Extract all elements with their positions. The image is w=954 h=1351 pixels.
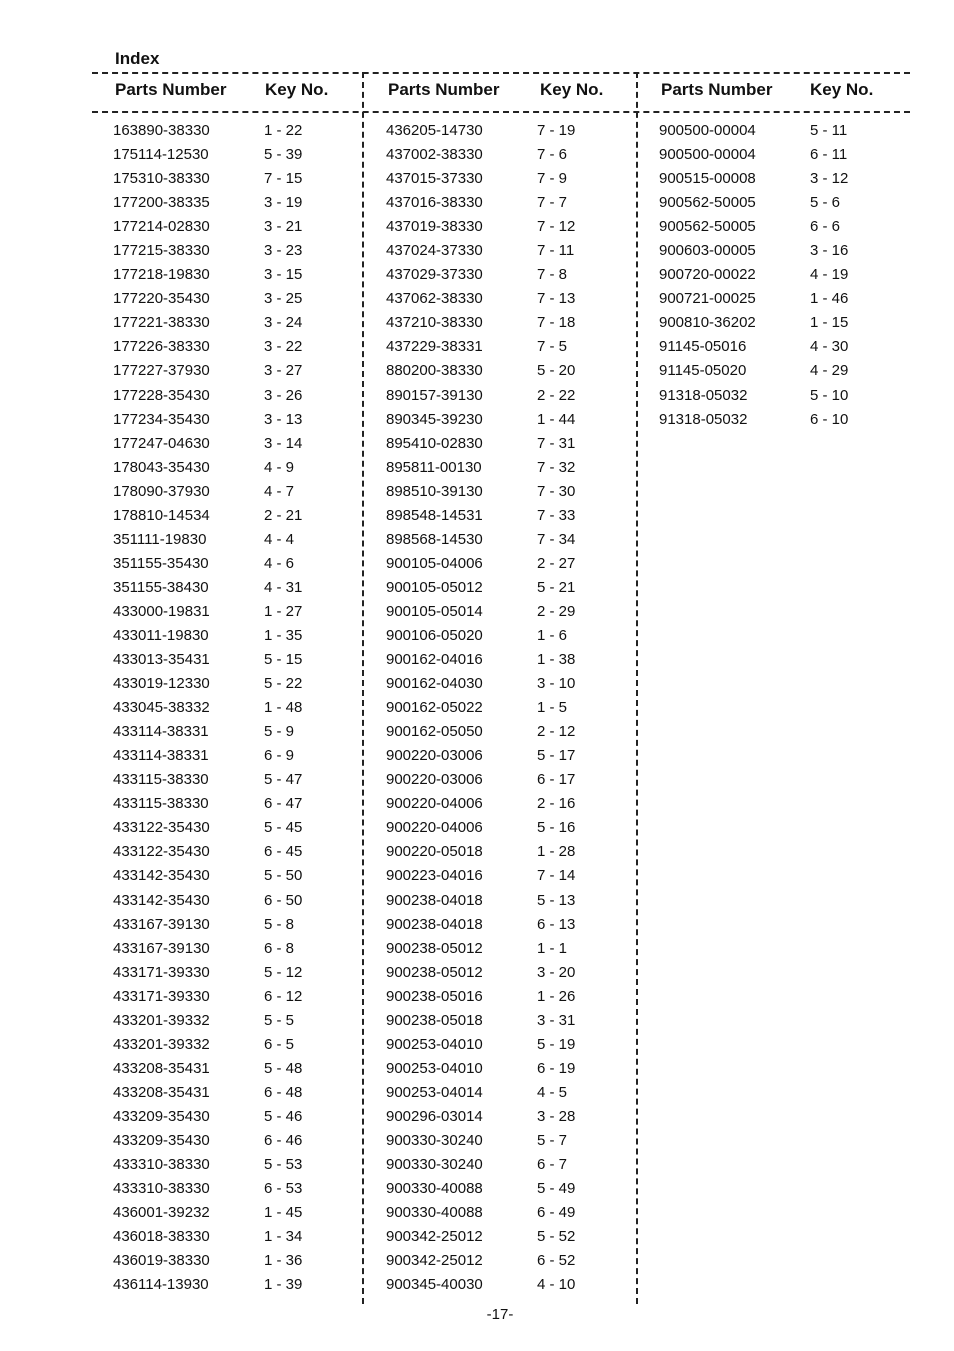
- key-number: 3 - 26: [264, 386, 303, 404]
- part-number: 895410-02830: [386, 434, 483, 452]
- part-number: 91318-05032: [659, 386, 748, 404]
- key-number: 6 - 11: [810, 146, 848, 164]
- key-number: 1 - 48: [264, 699, 303, 717]
- key-number: 7 - 19: [537, 122, 576, 139]
- part-number: 890157-39130: [386, 386, 483, 404]
- part-number: 433115-38330: [113, 771, 209, 789]
- key-number: 5 - 46: [264, 1107, 303, 1125]
- part-number: 177234-35430: [113, 410, 210, 428]
- part-number: 177228-35430: [113, 386, 210, 404]
- key-number: 3 - 19: [264, 194, 303, 212]
- key-number: 3 - 28: [537, 1107, 576, 1125]
- part-number: 900220-05018: [386, 843, 483, 861]
- part-number: 433122-35430: [113, 843, 210, 861]
- part-number: 433000-19831: [113, 602, 210, 620]
- key-number: 3 - 20: [537, 963, 576, 981]
- key-number: 6 - 17: [537, 771, 576, 789]
- part-number: 900330-40088: [386, 1180, 483, 1198]
- key-number: 6 - 48: [264, 1083, 303, 1101]
- part-number: 900562-50005: [659, 194, 756, 212]
- part-number: 437024-37330: [386, 242, 483, 260]
- part-number: 900238-05016: [386, 987, 483, 1005]
- index-title: Index: [115, 49, 160, 68]
- part-number: 433019-12330: [113, 675, 210, 693]
- part-number: 900721-00025: [659, 290, 756, 308]
- key-number: 5 - 20: [537, 362, 576, 380]
- key-number: 6 - 53: [264, 1180, 303, 1198]
- key-number: 5 - 47: [264, 771, 303, 789]
- part-number: 900238-05012: [386, 939, 483, 957]
- key-number: 1 - 38: [537, 651, 576, 669]
- part-number: 880200-38330: [386, 362, 483, 380]
- part-number: 900105-05012: [386, 578, 483, 596]
- key-number: 5 - 13: [537, 891, 576, 909]
- key-number: 3 - 31: [537, 1011, 576, 1029]
- key-number: 3 - 22: [264, 338, 303, 356]
- key-number: 1 - 5: [537, 699, 568, 717]
- part-number: 177200-38335: [113, 194, 210, 212]
- part-number: 437062-38330: [386, 290, 483, 308]
- key-number: 5 - 6: [810, 194, 841, 212]
- key-number: 7 - 33: [537, 506, 576, 524]
- part-number: 433310-38330: [113, 1156, 210, 1174]
- part-number: 177214-02830: [113, 218, 210, 236]
- key-number: 1 - 39: [264, 1276, 303, 1294]
- key-number: 7 - 30: [537, 482, 576, 500]
- part-number: 900162-04030: [386, 675, 483, 693]
- key-number: 5 - 16: [537, 819, 576, 837]
- part-number: 433201-39332: [113, 1011, 210, 1029]
- key-number: 5 - 7: [537, 1131, 568, 1149]
- key-no-header: Key No.: [540, 80, 604, 99]
- key-number: 7 - 13: [537, 290, 576, 308]
- key-number: 1 - 15: [810, 314, 849, 332]
- key-number: 3 - 27: [264, 362, 303, 380]
- key-number: 2 - 27: [537, 554, 576, 572]
- column-divider: [362, 72, 364, 1304]
- part-number: 900330-30240: [386, 1131, 483, 1149]
- key-number: 6 - 50: [264, 891, 303, 909]
- key-number: 7 - 15: [264, 170, 303, 188]
- part-number: 433171-39330: [113, 987, 210, 1005]
- key-number: 1 - 22: [264, 122, 303, 139]
- part-number: 91318-05032: [659, 410, 748, 428]
- key-number: 1 - 1: [537, 939, 568, 957]
- key-number: 1 - 36: [264, 1252, 303, 1270]
- part-number: 437210-38330: [386, 314, 483, 332]
- key-number: 4 - 10: [537, 1276, 576, 1294]
- part-number: 433011-19830: [113, 626, 209, 644]
- key-number: 5 - 17: [537, 747, 576, 765]
- key-number: 7 - 9: [537, 170, 568, 188]
- key-number: 5 - 21: [537, 578, 576, 596]
- part-number: 433142-35430: [113, 867, 210, 885]
- key-number: 2 - 21: [264, 506, 303, 524]
- key-number: 1 - 45: [264, 1204, 303, 1222]
- key-number: 3 - 25: [264, 290, 303, 308]
- part-number: 437019-38330: [386, 218, 483, 236]
- key-number: 1 - 27: [264, 602, 303, 620]
- key-number: 6 - 5: [264, 1035, 295, 1053]
- part-number: 436001-39232: [113, 1204, 210, 1222]
- part-number: 900296-03014: [386, 1107, 483, 1125]
- key-number: 6 - 52: [537, 1252, 576, 1270]
- part-number: 433310-38330: [113, 1180, 210, 1198]
- part-number: 433045-38332: [113, 699, 210, 717]
- part-number: 900220-04006: [386, 819, 483, 837]
- key-number: 4 - 5: [537, 1083, 568, 1101]
- key-number: 3 - 12: [810, 170, 849, 188]
- part-number: 351155-38430: [113, 578, 209, 596]
- key-number: 6 - 13: [537, 915, 576, 933]
- part-number: 437029-37330: [386, 266, 483, 284]
- key-number: 7 - 5: [537, 338, 568, 356]
- part-number: 437015-37330: [386, 170, 483, 188]
- key-number: 5 - 11: [810, 122, 848, 139]
- part-number: 433208-35431: [113, 1083, 210, 1101]
- part-number: 178090-37930: [113, 482, 210, 500]
- key-number: 6 - 7: [537, 1156, 568, 1174]
- key-number: 5 - 49: [537, 1180, 576, 1198]
- part-number: 178043-35430: [113, 458, 210, 476]
- part-number: 900162-05050: [386, 723, 483, 741]
- key-number: 5 - 52: [537, 1228, 576, 1246]
- part-number: 433115-38330: [113, 795, 209, 813]
- part-number: 177221-38330: [113, 314, 210, 332]
- key-number: 5 - 12: [264, 963, 303, 981]
- key-number: 5 - 53: [264, 1156, 303, 1174]
- key-number: 7 - 8: [537, 266, 568, 284]
- key-number: 1 - 46: [810, 290, 849, 308]
- part-number: 898510-39130: [386, 482, 483, 500]
- part-number: 900330-30240: [386, 1156, 483, 1174]
- part-number: 900515-00008: [659, 170, 756, 188]
- key-number: 3 - 10: [537, 675, 576, 693]
- part-number: 91145-05016: [659, 338, 747, 356]
- key-number: 6 - 9: [264, 747, 295, 765]
- key-number: 3 - 16: [810, 242, 849, 260]
- key-number: 1 - 28: [537, 843, 576, 861]
- part-number: 900330-40088: [386, 1204, 483, 1222]
- part-number: 900342-25012: [386, 1252, 483, 1270]
- part-number: 177218-19830: [113, 266, 210, 284]
- part-number: 900238-05012: [386, 963, 483, 981]
- key-number: 4 - 6: [264, 554, 295, 572]
- part-number: 900603-00005: [659, 242, 756, 260]
- key-number: 1 - 35: [264, 626, 303, 644]
- part-number: 900500-00004: [659, 122, 756, 139]
- key-number: 7 - 12: [537, 218, 576, 236]
- part-number: 436205-14730: [386, 122, 483, 139]
- part-number: 433208-35431: [113, 1059, 210, 1077]
- part-number: 900238-04018: [386, 915, 483, 933]
- part-number: 436018-38330: [113, 1228, 210, 1246]
- key-number: 5 - 39: [264, 146, 303, 164]
- key-number: 6 - 49: [537, 1204, 576, 1222]
- key-number: 7 - 7: [537, 194, 568, 212]
- parts-number-header: Parts Number: [388, 80, 500, 99]
- part-number: 900345-40030: [386, 1276, 483, 1294]
- part-number: 900162-05022: [386, 699, 483, 717]
- part-number: 433013-35431: [113, 651, 210, 669]
- key-number: 3 - 14: [264, 434, 303, 452]
- key-number: 2 - 16: [537, 795, 576, 813]
- part-number: 900220-04006: [386, 795, 483, 813]
- key-number: 5 - 9: [264, 723, 295, 741]
- part-number: 436114-13930: [113, 1276, 209, 1294]
- key-number: 6 - 46: [264, 1131, 303, 1149]
- key-number: 6 - 47: [264, 795, 303, 813]
- part-number: 433114-38331: [113, 723, 209, 741]
- part-number: 433114-38331: [113, 747, 209, 765]
- key-number: 1 - 44: [537, 410, 576, 428]
- part-number: 437229-38331: [386, 338, 483, 356]
- key-number: 1 - 6: [537, 626, 568, 644]
- part-number: 163890-38330: [113, 122, 210, 139]
- column-divider: [636, 72, 638, 1304]
- part-number: 900253-04014: [386, 1083, 483, 1101]
- part-number: 351111-19830: [113, 530, 207, 548]
- key-number: 4 - 29: [810, 362, 849, 380]
- key-number: 5 - 15: [264, 651, 303, 669]
- part-number: 175310-38330: [113, 170, 210, 188]
- key-no-header: Key No.: [265, 80, 329, 99]
- key-number: 1 - 26: [537, 987, 576, 1005]
- key-number: 3 - 15: [264, 266, 303, 284]
- part-number: 900342-25012: [386, 1228, 483, 1246]
- part-number: 900220-03006: [386, 771, 483, 789]
- key-number: 7 - 11: [537, 242, 575, 260]
- key-number: 2 - 12: [537, 723, 576, 741]
- part-number: 175114-12530: [113, 146, 209, 164]
- part-number: 437016-38330: [386, 194, 483, 212]
- part-number: 177227-37930: [113, 362, 210, 380]
- part-number: 900810-36202: [659, 314, 756, 332]
- part-number: 900253-04010: [386, 1059, 483, 1077]
- part-number: 898568-14530: [386, 530, 483, 548]
- key-number: 4 - 19: [810, 266, 849, 284]
- key-number: 7 - 14: [537, 867, 576, 885]
- part-number: 900500-00004: [659, 146, 756, 164]
- key-number: 5 - 50: [264, 867, 303, 885]
- key-number: 3 - 24: [264, 314, 303, 332]
- part-number: 900106-05020: [386, 626, 483, 644]
- key-number: 4 - 31: [264, 578, 303, 596]
- key-number: 6 - 45: [264, 843, 303, 861]
- part-number: 890345-39230: [386, 410, 483, 428]
- part-number: 433167-39130: [113, 915, 210, 933]
- part-number: 177226-38330: [113, 338, 210, 356]
- key-number: 1 - 34: [264, 1228, 303, 1246]
- key-number: 4 - 9: [264, 458, 295, 476]
- part-number: 433209-35430: [113, 1107, 210, 1125]
- parts-number-header: Parts Number: [115, 80, 227, 99]
- part-number: 91145-05020: [659, 362, 747, 380]
- key-number: 4 - 4: [264, 530, 295, 548]
- key-number: 7 - 18: [537, 314, 576, 332]
- key-number: 5 - 19: [537, 1035, 576, 1053]
- part-number: 900238-04018: [386, 891, 483, 909]
- key-no-header: Key No.: [810, 80, 874, 99]
- part-number: 900162-04016: [386, 651, 483, 669]
- part-number: 177215-38330: [113, 242, 210, 260]
- part-number: 898548-14531: [386, 506, 483, 524]
- key-number: 7 - 31: [537, 434, 576, 452]
- part-number: 433142-35430: [113, 891, 210, 909]
- key-number: 7 - 32: [537, 458, 576, 476]
- key-number: 5 - 48: [264, 1059, 303, 1077]
- key-number: 6 - 10: [810, 410, 849, 428]
- parts-number-header: Parts Number: [661, 80, 773, 99]
- part-number: 900238-05018: [386, 1011, 483, 1029]
- part-number: 433201-39332: [113, 1035, 210, 1053]
- part-number: 900223-04016: [386, 867, 483, 885]
- key-number: 5 - 5: [264, 1011, 295, 1029]
- part-number: 436019-38330: [113, 1252, 210, 1270]
- key-number: 3 - 13: [264, 410, 303, 428]
- part-number: 900253-04010: [386, 1035, 483, 1053]
- key-number: 6 - 8: [264, 939, 295, 957]
- key-number: 7 - 6: [537, 146, 568, 164]
- key-number: 5 - 8: [264, 915, 295, 933]
- key-number: 4 - 30: [810, 338, 849, 356]
- part-number: 177247-04630: [113, 434, 210, 452]
- part-number: 178810-14534: [113, 506, 210, 524]
- key-number: 6 - 12: [264, 987, 303, 1005]
- key-number: 5 - 22: [264, 675, 303, 693]
- key-number: 6 - 19: [537, 1059, 576, 1077]
- key-number: 7 - 34: [537, 530, 576, 548]
- page-number: -17-: [486, 1306, 514, 1323]
- part-number: 900105-05014: [386, 602, 483, 620]
- key-number: 3 - 23: [264, 242, 303, 260]
- part-number: 433209-35430: [113, 1131, 210, 1149]
- part-number: 433167-39130: [113, 939, 210, 957]
- part-number: 900562-50005: [659, 218, 756, 236]
- key-number: 3 - 21: [264, 218, 303, 236]
- header-bottom-divider: [92, 111, 910, 113]
- part-number: 177220-35430: [113, 290, 210, 308]
- key-number: 5 - 10: [810, 386, 849, 404]
- part-number: 900220-03006: [386, 747, 483, 765]
- part-number: 433171-39330: [113, 963, 210, 981]
- part-number: 351155-35430: [113, 554, 209, 572]
- part-number: 437002-38330: [386, 146, 483, 164]
- part-number: 895811-00130: [386, 458, 482, 476]
- key-number: 4 - 7: [264, 482, 295, 500]
- part-number: 433122-35430: [113, 819, 210, 837]
- key-number: 6 - 6: [810, 218, 841, 236]
- key-number: 5 - 45: [264, 819, 303, 837]
- header-top-divider: [92, 72, 910, 74]
- key-number: 2 - 22: [537, 386, 576, 404]
- key-number: 2 - 29: [537, 602, 576, 620]
- part-number: 900105-04006: [386, 554, 483, 572]
- part-number: 900720-00022: [659, 266, 756, 284]
